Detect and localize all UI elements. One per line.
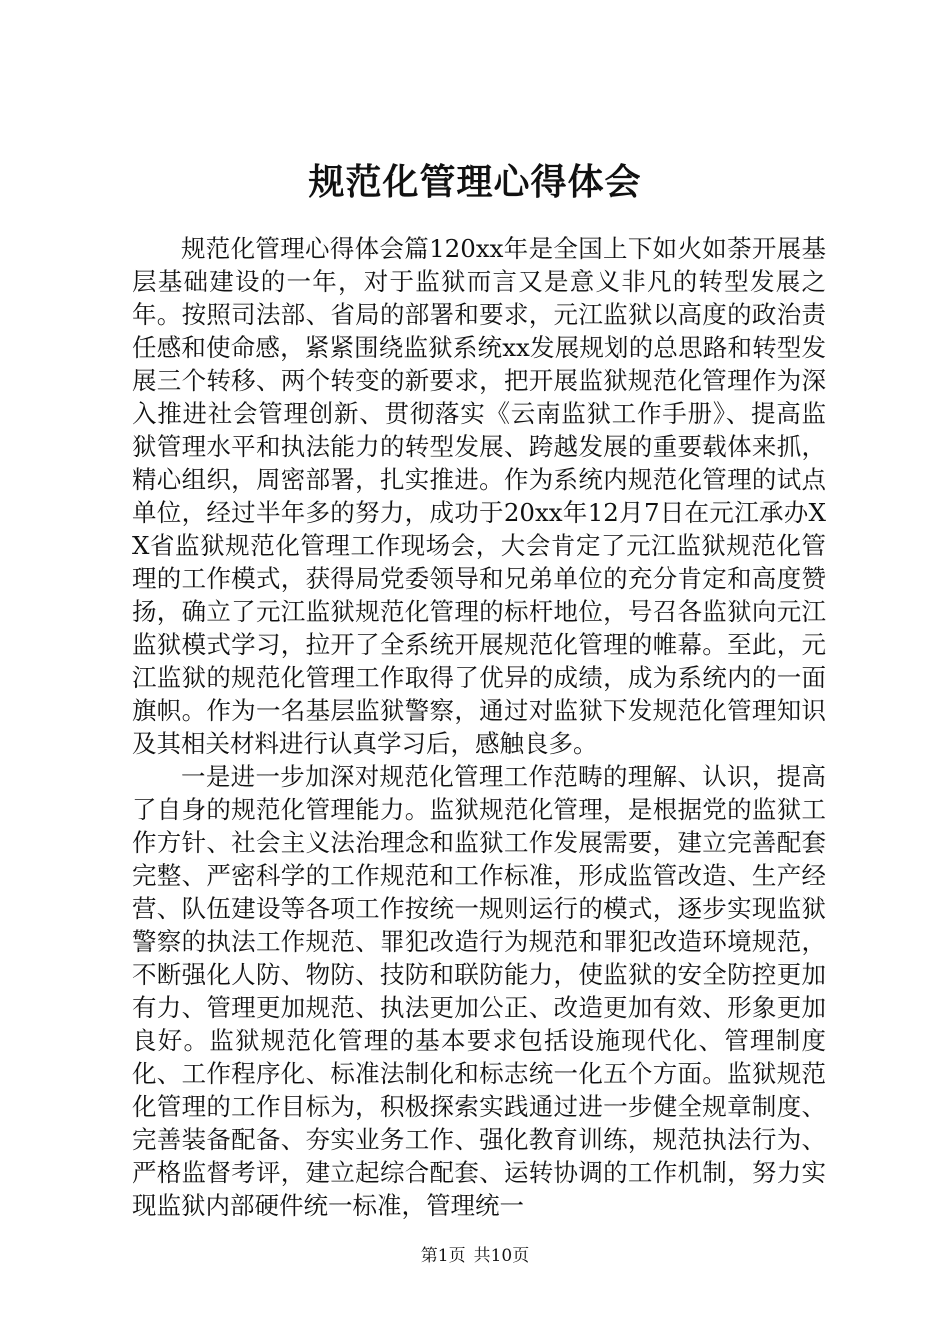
page-number-current: 第1页 bbox=[420, 1246, 466, 1266]
page-number-total: 共10页 bbox=[473, 1246, 530, 1266]
paragraph-point-one: 一是进一步加深对规范化管理工作范畴的理解、认识，提高了自身的规范化管理能力。监狱规范化管理，是根据党的监狱工作方针、社会主义法治理念和监狱工作发展需要，建立完善配套完整、严密科学的工作规范和工作标准，形成监管改造、生产经营、队伍建设等各项工作按统一规则运行的模式，逐步实现监狱警察的执法工作规范、罪犯改造行为规范和罪犯改造环境规范，不断强化人防、物防、技防和联防能力，使监狱的安全防控更加有力、管理更加规范、执法更加公正、改造更加有效、形象更加良好。监狱规范化管理的基本要求包括设施现代化、管理制度化、工作程序化、标准法制化和标志统一化五个方面。监狱规范化管理的工作目标为，积极探索实践通过进一步健全规章制度、完善装备配备、夯实业务工作、强化教育训练，规范执法行为、严格监督考评，建立起综合配套、运转协调的工作机制，努力实现监狱内部硬件统一标准，管理统一 bbox=[132, 762, 826, 1220]
document-title: 规范化管理心得体会 bbox=[308, 161, 642, 203]
document-body bbox=[132, 232, 826, 1222]
page-footer bbox=[0, 1244, 950, 1268]
paragraph-intro: 规范化管理心得体会篇120xx年是全国上下如火如荼开展基层基础建设的一年，对于监狱而言又是意义非凡的转型发展之年。按照司法部、省局的部署和要求，元江监狱以高度的政治责任感和使命感，紧紧围绕监狱系统xx发展规划的总思路和转型发展三个转移、两个转变的新要求，把开展监狱规范化管理作为深入推进社会管理创新、贯彻落实《云南监狱工作手册》、提高监狱管理水平和执法能力的转型发展、跨越发展的重要载体来抓，精心组织，周密部署，扎实推进。作为系统内规范化管理的试点单位，经过半年多的努力，成功于20xx年12月7日在元江承办XX省监狱规范化管理工作现场会，大会肯定了元江监狱规范化管理的工作模式，获得局党委领导和兄弟单位的充分肯定和高度赞扬，确立了元江监狱规范化管理的标杆地位，号召各监狱向元江监狱模式学习，拉开了全系统开展规范化管理的帷幕。至此，元江监狱的规范化管理工作取得了优异的成绩，成为系统内的一面旗帜。作为一名基层监狱警察，通过对监狱下发规范化管理知识及其相关材料进行认真学习后，感触良多。 bbox=[132, 234, 826, 758]
